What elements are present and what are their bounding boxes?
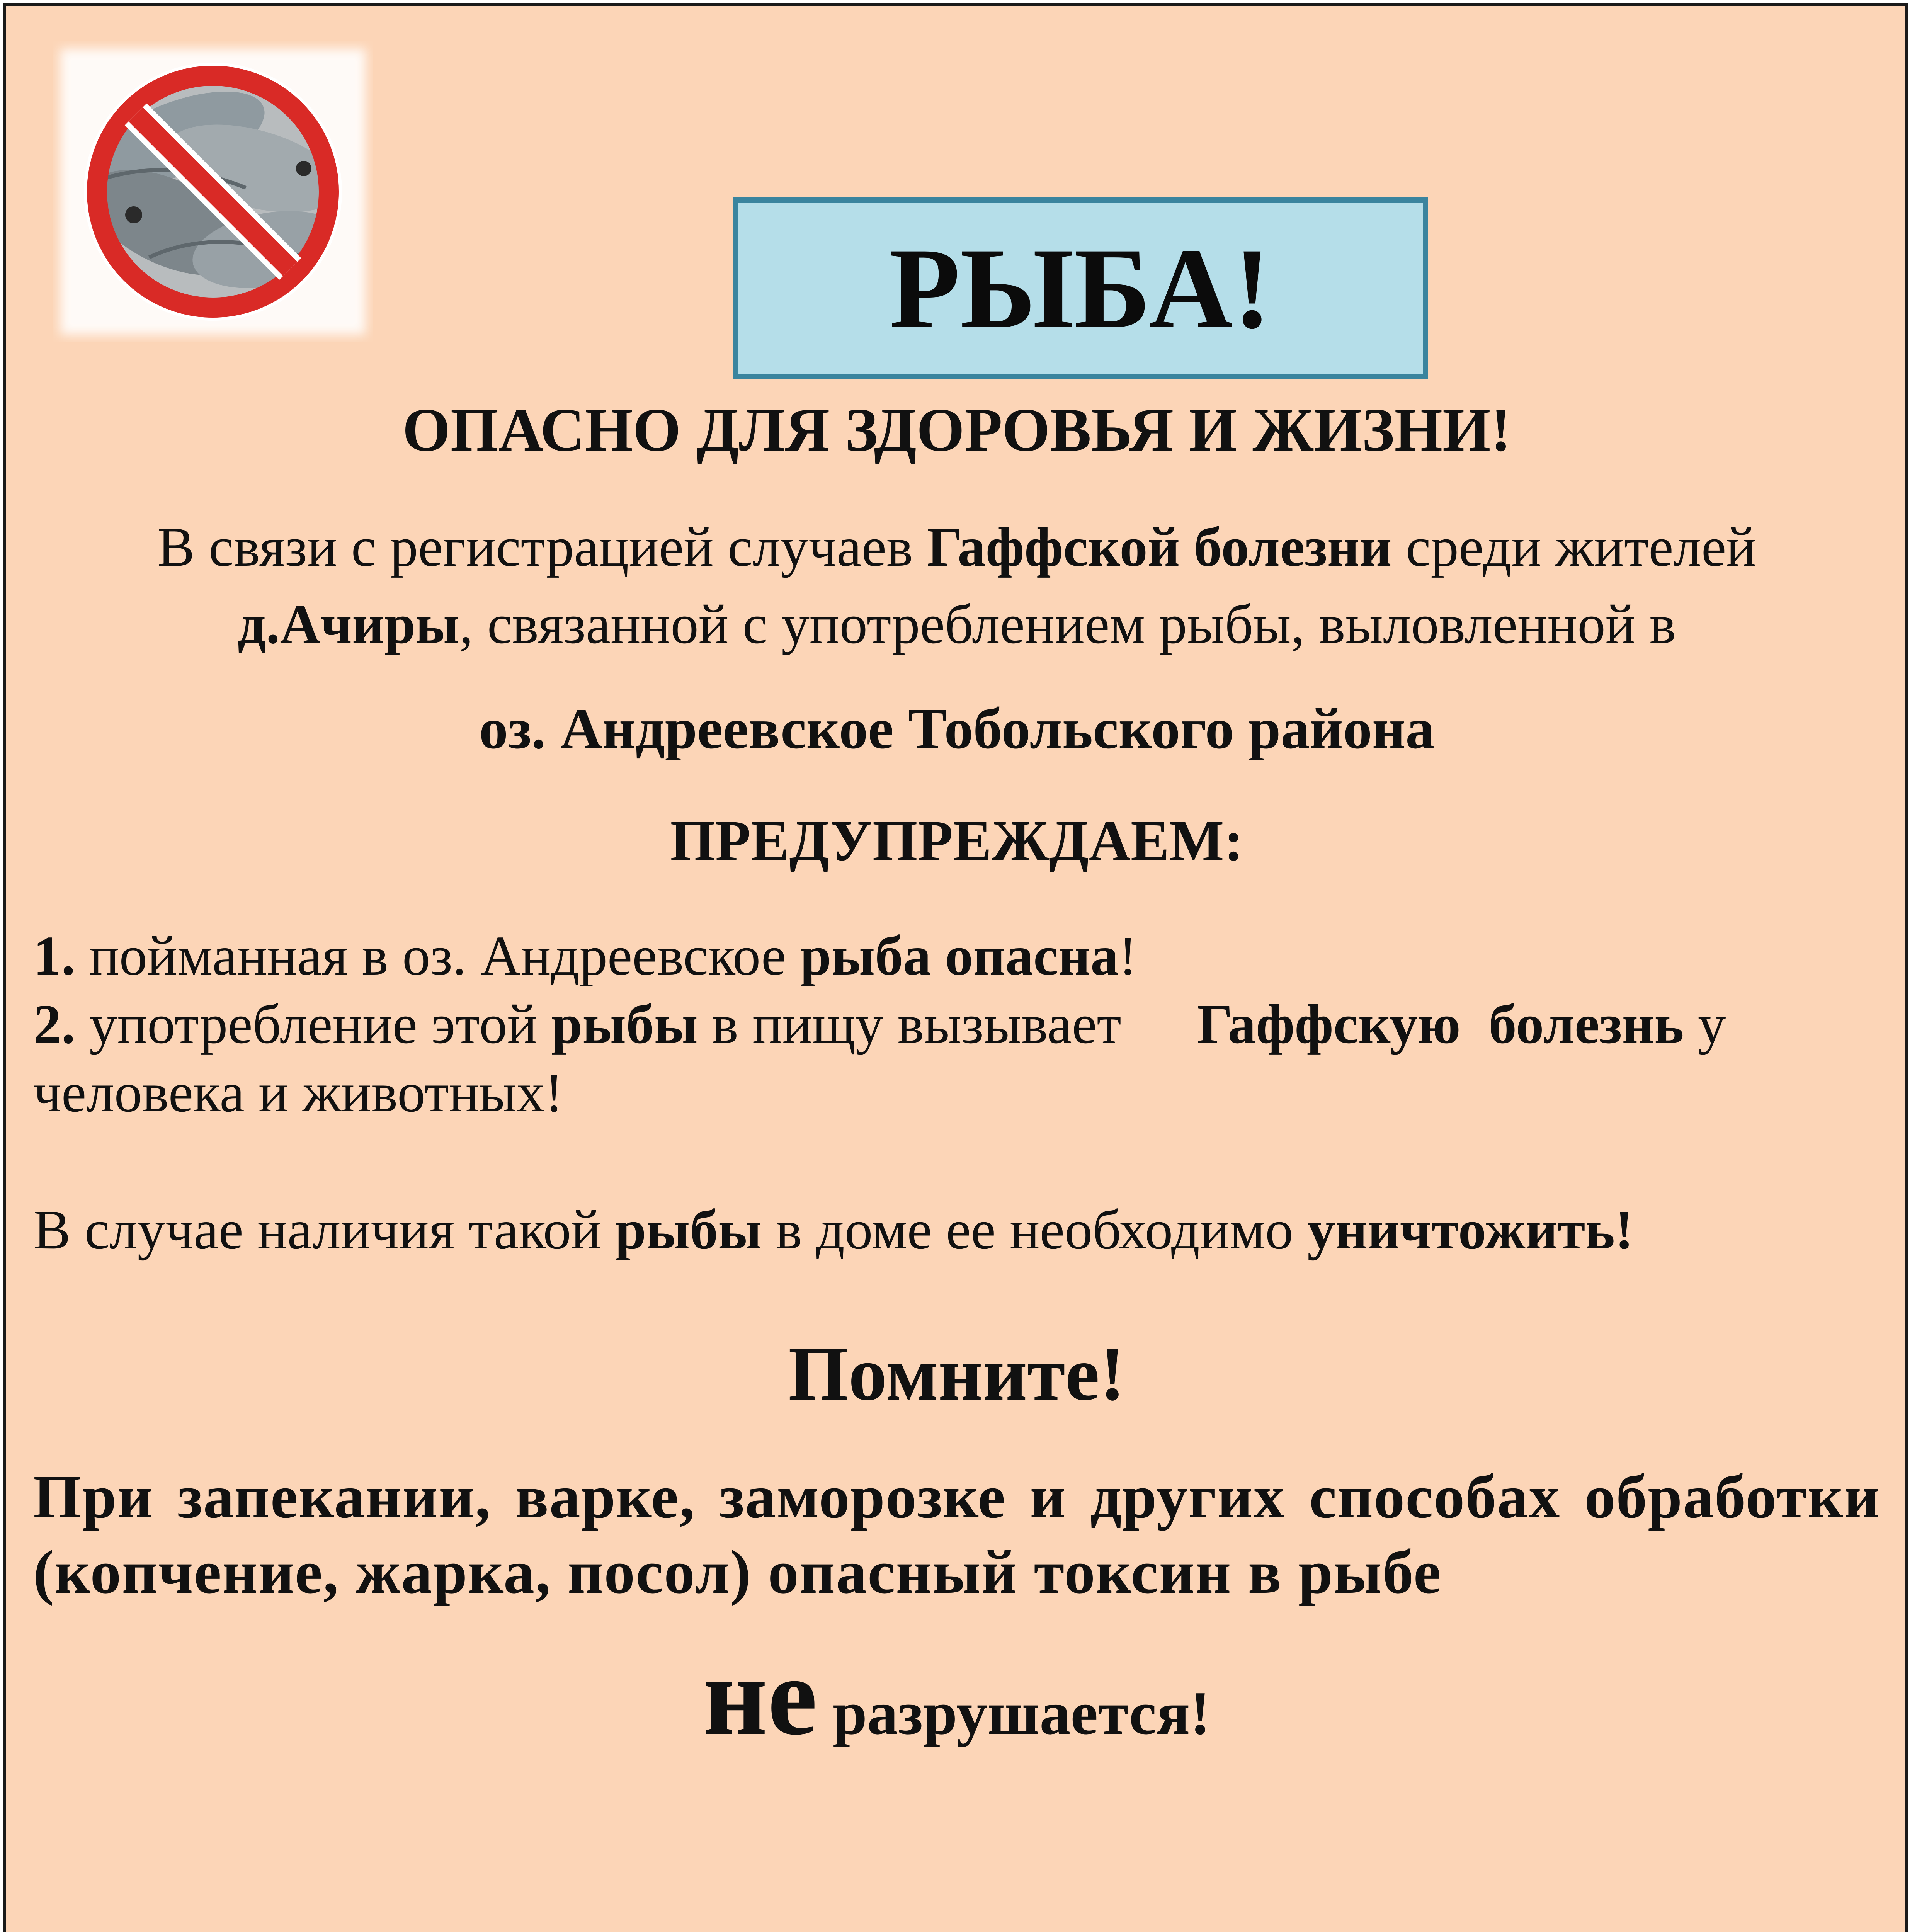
poster-page	[3, 3, 1908, 1932]
intro-text-1: В связи с регистрацией случаев	[157, 516, 927, 578]
danger-heading: ОПАСНО ДЛЯ ЗДОРОВЬЯ И ЖИЗНИ!	[402, 395, 1511, 464]
list-item-bold: Гаффскую болезнь	[1197, 993, 1684, 1055]
destroy-text-2: в доме ее необходимо	[762, 1199, 1307, 1261]
poster-title: РЫБА!	[889, 224, 1272, 352]
list-item-continuation: человека и животных!	[33, 1061, 563, 1124]
list-item-text: употребление этой	[75, 993, 551, 1055]
intro-text-3: , связанной с употреблением рыбы, выловленной в	[459, 594, 1676, 656]
list-item-text: в пищу вызывает	[697, 993, 1136, 1055]
destroyed-word: разрушается!	[817, 1679, 1211, 1747]
list-item-bold: рыба опасна	[800, 925, 1119, 987]
processing-warning: При запекании, варке, заморозке и других способах обработки (копчение, жарка, посол) опасный токсин в рыбе	[33, 1462, 1880, 1607]
village-name: д.Ачиры	[237, 594, 459, 656]
list-item	[33, 990, 1880, 1059]
list-item-number: 1.	[33, 925, 75, 987]
destroy-text-1: В случае наличия такой	[33, 1199, 615, 1261]
destroy-bold-2: уничтожить!	[1307, 1199, 1634, 1261]
list-item	[33, 922, 1880, 990]
list-item-bold: рыбы	[551, 993, 698, 1055]
list-item-text: пойманная в оз. Андреевское	[75, 925, 800, 987]
list-item-number: 2.	[33, 993, 75, 1055]
not-destroyed-line	[33, 1629, 1880, 1764]
list-item-text: у	[1684, 993, 1726, 1055]
no-fish-sign-icon	[53, 41, 373, 342]
intro-text-2: среди жителей	[1391, 516, 1756, 578]
remember-heading: Помните!	[788, 1331, 1126, 1417]
title-banner	[733, 197, 1428, 379]
disease-name: Гаффской болезни	[927, 516, 1392, 578]
destroy-notice	[33, 1196, 1880, 1264]
warning-list	[33, 922, 1880, 1127]
intro-paragraph	[33, 509, 1880, 663]
not-word: не	[703, 1634, 818, 1758]
warning-heading: ПРЕДУПРЕЖДАЕМ:	[670, 809, 1243, 873]
destroy-bold-1: рыбы	[615, 1199, 762, 1261]
lake-name: оз. Андреевское Тобольского района	[479, 697, 1435, 761]
list-item-end: !	[1118, 925, 1137, 987]
